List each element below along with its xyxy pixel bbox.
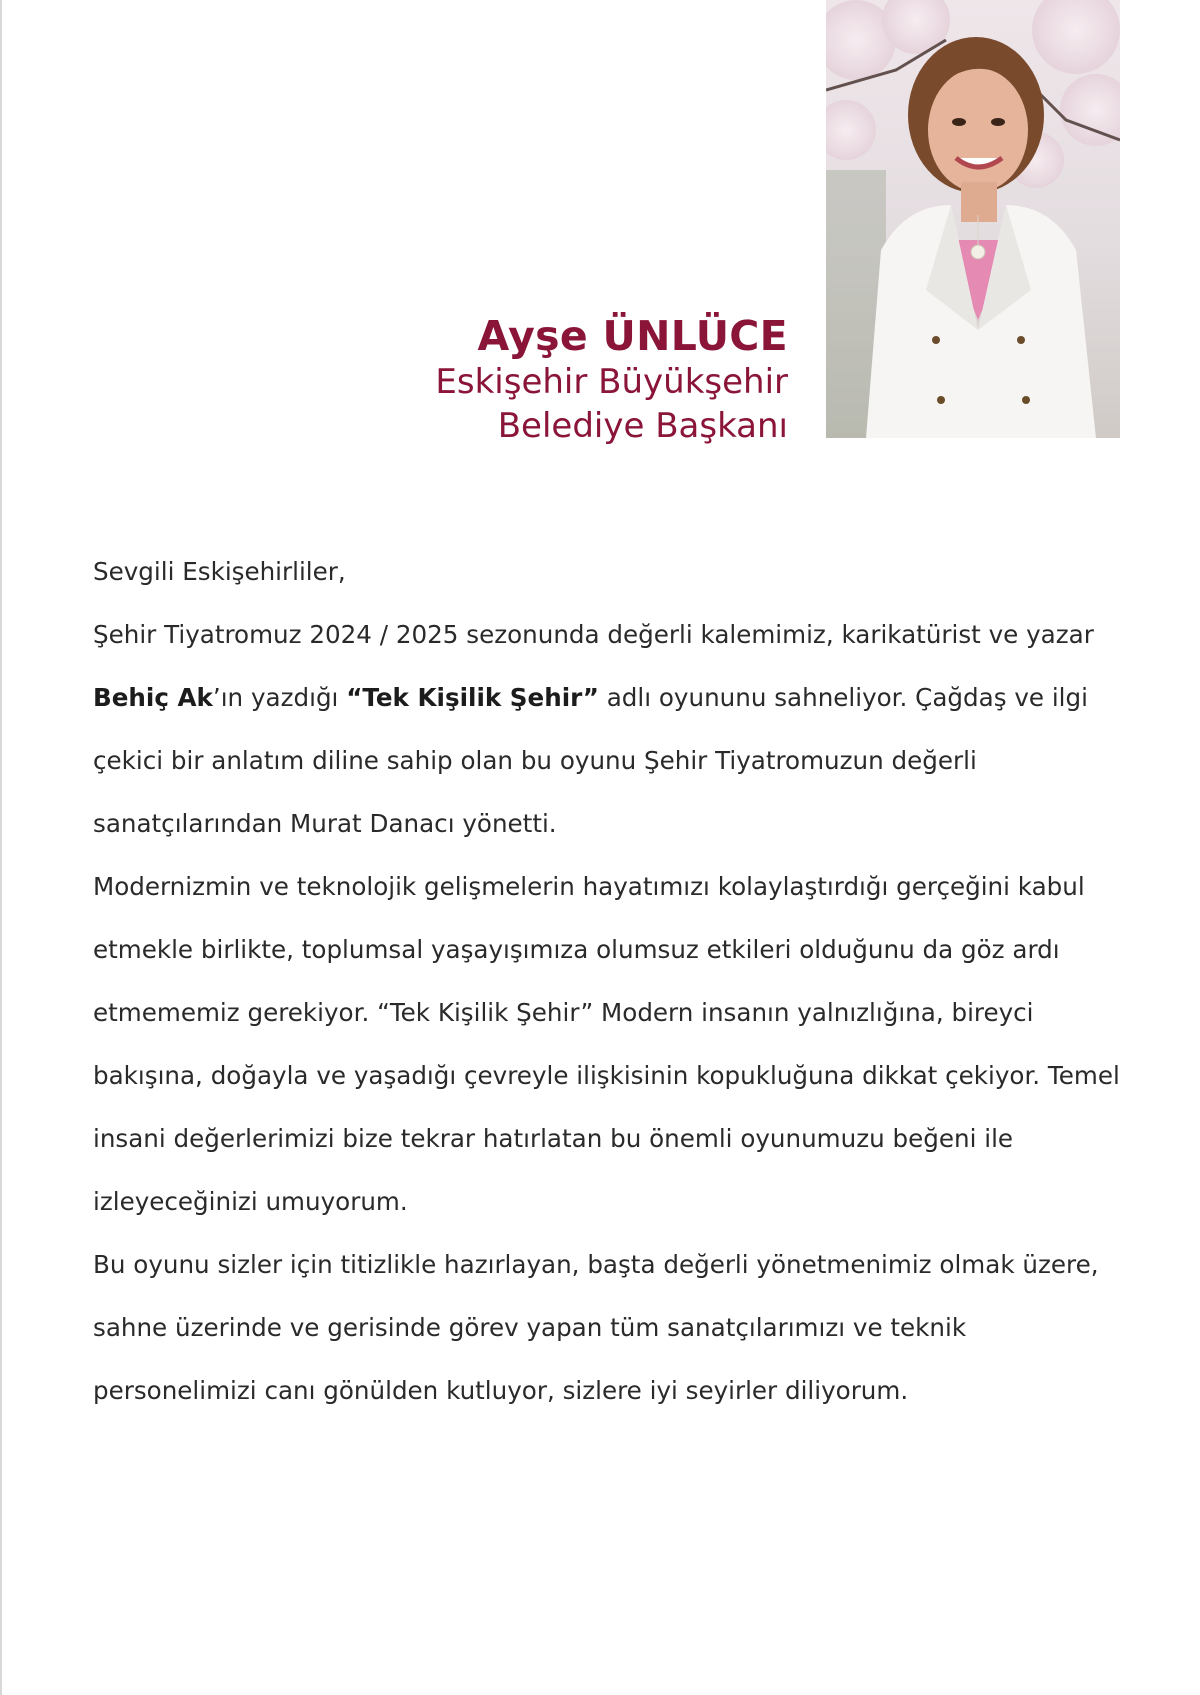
portrait-illustration bbox=[826, 0, 1120, 438]
playwright-name: Behiç Ak bbox=[93, 683, 213, 712]
paragraph-1-text-b: ’ın yazdığı bbox=[212, 683, 347, 712]
letter-header bbox=[0, 0, 1200, 460]
paragraph-1-text-a: Şehir Tiyatromuz 2024 / 2025 sezonunda değerli kalemimiz, karikatürist ve yazar bbox=[93, 620, 1094, 649]
author-title-line2: Belediye Başkanı bbox=[497, 406, 788, 446]
paragraph-1-text-c: adlı oyununu sahneliyor. Çağdaş ve ilgi çekici bir anlatım diline sahip olan bu oyunu Şehir Tiyatromuzun değerli sanatçılarından Murat Danacı yönetti. bbox=[93, 683, 1088, 838]
letter-paragraph-3: Bu oyunu sizler için titizlikle hazırlayan, başta değerli yönetmenimiz olmak üzere, sahne üzerinde ve gerisinde görev yapan tüm sanatçılarımızı ve teknik personelimizi canı gönülden kutluyor, sizlere iyi seyirler diliyorum. bbox=[93, 1250, 1099, 1405]
letter-paragraph-2: Modernizmin ve teknolojik gelişmelerin hayatımızı kolaylaştırdığı gerçeğini kabul etmekle birlikte, toplumsal yaşayışımıza olumsuz etkileri olduğunu da göz ardı etmememiz gerekiyor. “Tek Kişilik Şehir” Modern insanın yalnızlığına, bireyci bakışına, doğayla ve yaşadığı çevreyle ilişkisinin kopukluğuna dikkat çekiyor. Temel insani değerlerimizi bize tekrar hatırlatan bu önemli oyunumuzu beğeni ile izleyeceğinizi umuyorum. bbox=[93, 872, 1120, 1216]
author-name: Ayşe ÜNLÜCE bbox=[477, 312, 788, 360]
letter-paragraph-1 bbox=[93, 603, 1133, 855]
letter-body bbox=[93, 540, 1133, 1422]
portrait-photo bbox=[826, 0, 1120, 438]
play-title: “Tek Kişilik Şehir” bbox=[346, 683, 599, 712]
letter-greeting: Sevgili Eskişehirliler, bbox=[93, 557, 346, 586]
author-title-line1: Eskişehir Büyükşehir bbox=[435, 362, 788, 402]
signature-block bbox=[435, 312, 788, 448]
